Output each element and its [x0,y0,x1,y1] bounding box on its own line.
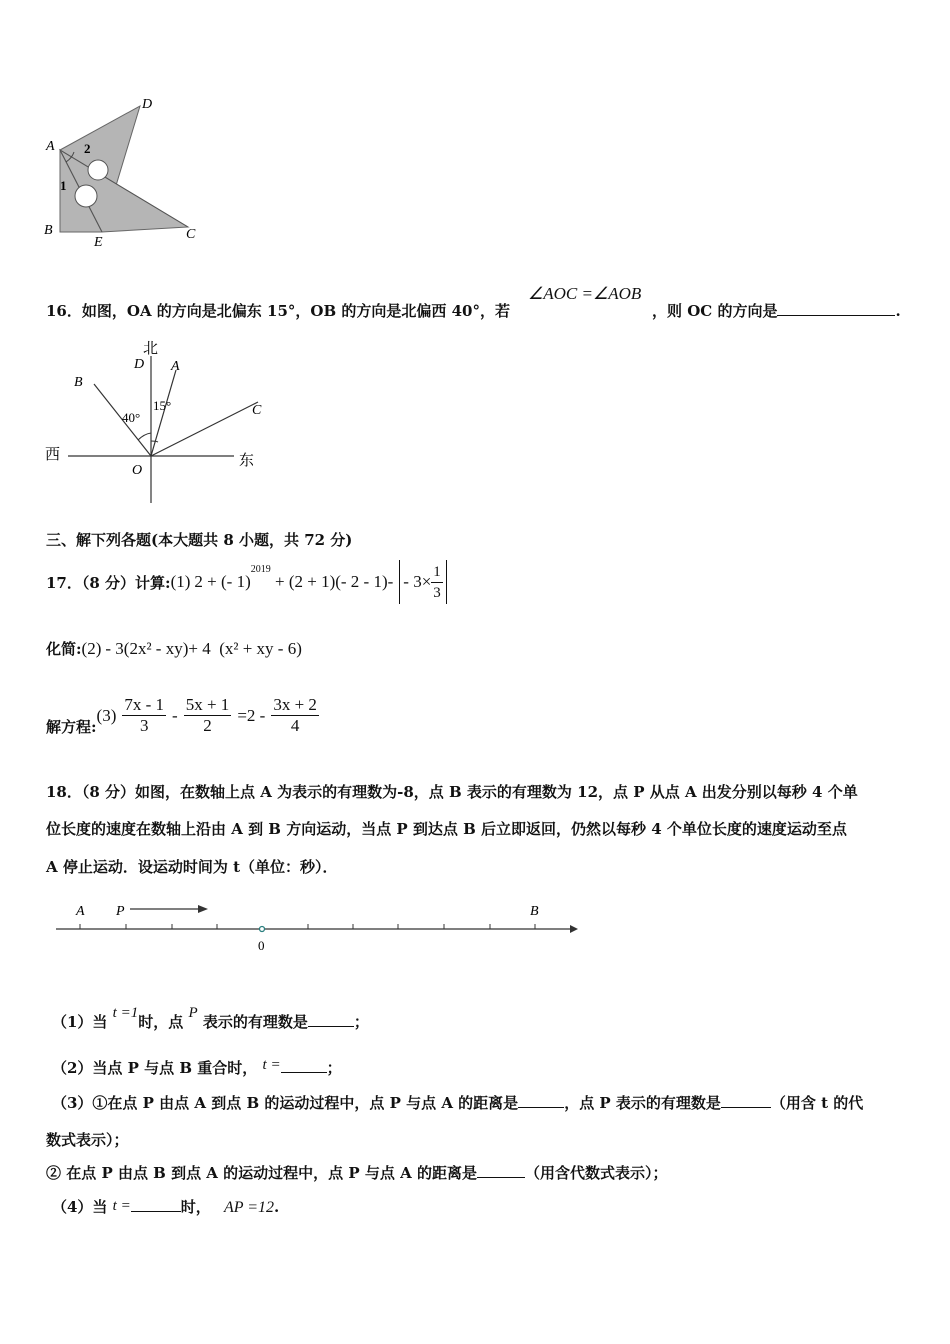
label-zero: 0 [258,938,265,953]
label-C: C [186,227,196,242]
number-line [50,896,580,958]
q17-abs-fraction [431,562,443,603]
label-C: C [252,403,262,418]
label-E: E [94,235,103,250]
label-north: 北 [143,341,159,357]
q16-line-end [652,300,901,321]
q18-sub3-a: （3）①在点 P 由点 A 到点 B 的运动过程中，点 P 与点 A 的距离是 [52,1094,519,1112]
q17-part2-label: (2) [81,639,102,658]
label-D: D [142,97,153,112]
angle-1: 1 [60,178,67,193]
q18-sub3-2-text: ② 在点 P 由点 B 到点 A 的运动过程中，点 P 与点 A 的距离是 [46,1164,477,1182]
q17-number: 17．（8 分）计算: [46,573,171,592]
q16-text-before: 如图，OA 的方向是北偏东 15°，OB 的方向是北偏西 40°，若 [81,302,510,320]
q18-sub4-c: AP =12 [223,1199,275,1216]
q18-sub3-b: ，点 P 表示的有理数是 [564,1094,721,1112]
q16-line [46,300,510,321]
q17-part1-expr-b: + (2 + 1)(- 2 - 1)- [270,572,394,591]
q18-sub1-end: ； [353,1013,369,1031]
label-B: B [74,375,83,390]
q16-number: 16． [46,302,82,320]
q18-line-2: 位长度的速度在数轴上沿由 A 到 B 方向运动，当点 P 到达点 B 后立即返回，仍然以每秒 4 个单位长度的速度运动至点 [46,820,847,838]
q17-part1-label: (1) [170,572,191,591]
q18-line-1: 18．（8 分）如图，在数轴上点 A 为表示的有理数为-8，点 B 表示的有理数为 12，点 P 从点 A 出发分别以每秒 4 个单 [46,783,858,801]
q18-sub1-a: （1）当 [52,1013,108,1031]
q17-part2-expr: - 3(2x² - xy)+ 4 (x² + xy - 6) [105,639,302,658]
label-P: P [116,904,125,919]
q16-text-after: ，则 OC 的方向是 [652,302,778,320]
q18-sub1-b: 时，点 [138,1013,184,1031]
angle-2: 2 [84,141,91,156]
q17-minus: - [172,705,178,725]
q18-sub2-blank[interactable] [281,1058,327,1073]
q18-line-3: A 停止运动．设运动时间为 t（单位：秒）． [46,858,338,876]
origin-point [260,927,265,932]
q18-sub1-c: 表示的有理数是 [202,1013,308,1031]
q18-sub1-P: P [188,1005,198,1021]
q18-sub2 [52,1057,342,1078]
q18-sub1-blank[interactable] [308,1012,354,1027]
q17-f2-num: 5x + 1 [185,695,230,714]
q18-sub3-2-end: （用含代数式表示）； [524,1164,668,1182]
q18-sub3 [52,1092,863,1113]
q18-sub3-2-blank[interactable] [477,1163,525,1178]
q17-fraction-1 [122,695,166,736]
q17-f1-num: 7x - 1 [124,695,165,714]
q18-sub3-2 [46,1162,667,1183]
label-west: 西 [45,447,61,463]
q17-frac-den: 3 [433,584,441,601]
q17-fraction-3 [271,695,319,736]
q18-sub4-blank[interactable] [131,1197,181,1212]
q17-fraction-2 [184,695,232,736]
q17-equals: =2 - [237,705,266,725]
q18-sub3-blank-1[interactable] [518,1093,564,1108]
label-B: B [530,904,539,919]
q17-f3-num: 3x + 2 [273,695,317,714]
q17-f1-den: 3 [139,716,149,735]
q16-answer-blank[interactable] [777,301,895,316]
label-A: A [46,139,55,154]
q17-part1-expr-a: 2 + (- 1) [194,572,251,591]
q17-abs-value [399,560,447,604]
q17-f3-den: 4 [290,716,300,735]
q18-sub2-end: ； [326,1059,342,1077]
q18-sub2-t: t = [262,1057,281,1073]
q17-part2 [46,638,302,659]
q17-part3-label: (3) [96,705,117,725]
q18-sub1-t: t =1 [112,1005,139,1021]
figure-16-compass [40,338,270,508]
q17-abs-inner: - 3× [403,572,432,591]
label-B: B [44,223,53,238]
q18-sub4-b: 时， [180,1198,211,1216]
angle-15: 15° [153,398,172,413]
section-3-heading: 三、解下列各题(本大题共 8 小题，共 72 分) [46,531,353,549]
angle-40: 40° [122,410,141,425]
label-O: O [132,463,143,478]
q17-part1-exp: 2019 [250,564,271,575]
label-A: A [171,359,180,374]
q18-sub4-a: （4）当 [52,1198,108,1216]
q16-end: . [895,302,901,320]
q18-sub4-end: . [274,1198,280,1216]
q16-condition: ∠AOC =∠AOB [528,284,642,303]
label-D: D [134,357,145,372]
q18-sub4-t: t = [112,1198,131,1214]
q18-sub3-line2: 数式表示）； [46,1131,129,1149]
q18-sub4 [52,1196,279,1217]
q18-sub2-a: （2）当点 P 与点 B 重合时， [52,1059,258,1077]
q17-part3 [46,694,319,737]
q18-sub3-c: （用含 t 的代 [770,1094,864,1112]
q18-sub3-blank-2[interactable] [721,1093,771,1108]
q17-part1 [46,558,447,606]
q17-part2-prefix: 化简: [46,640,82,658]
q17-frac-num: 1 [431,562,443,583]
q17-part3-prefix: 解方程: [46,718,97,736]
figure-15-triangle [40,92,220,252]
q17-f2-den: 2 [203,716,212,735]
label-A: A [76,904,85,919]
q18-sub1 [52,1005,369,1032]
label-east: 东 [239,453,255,469]
